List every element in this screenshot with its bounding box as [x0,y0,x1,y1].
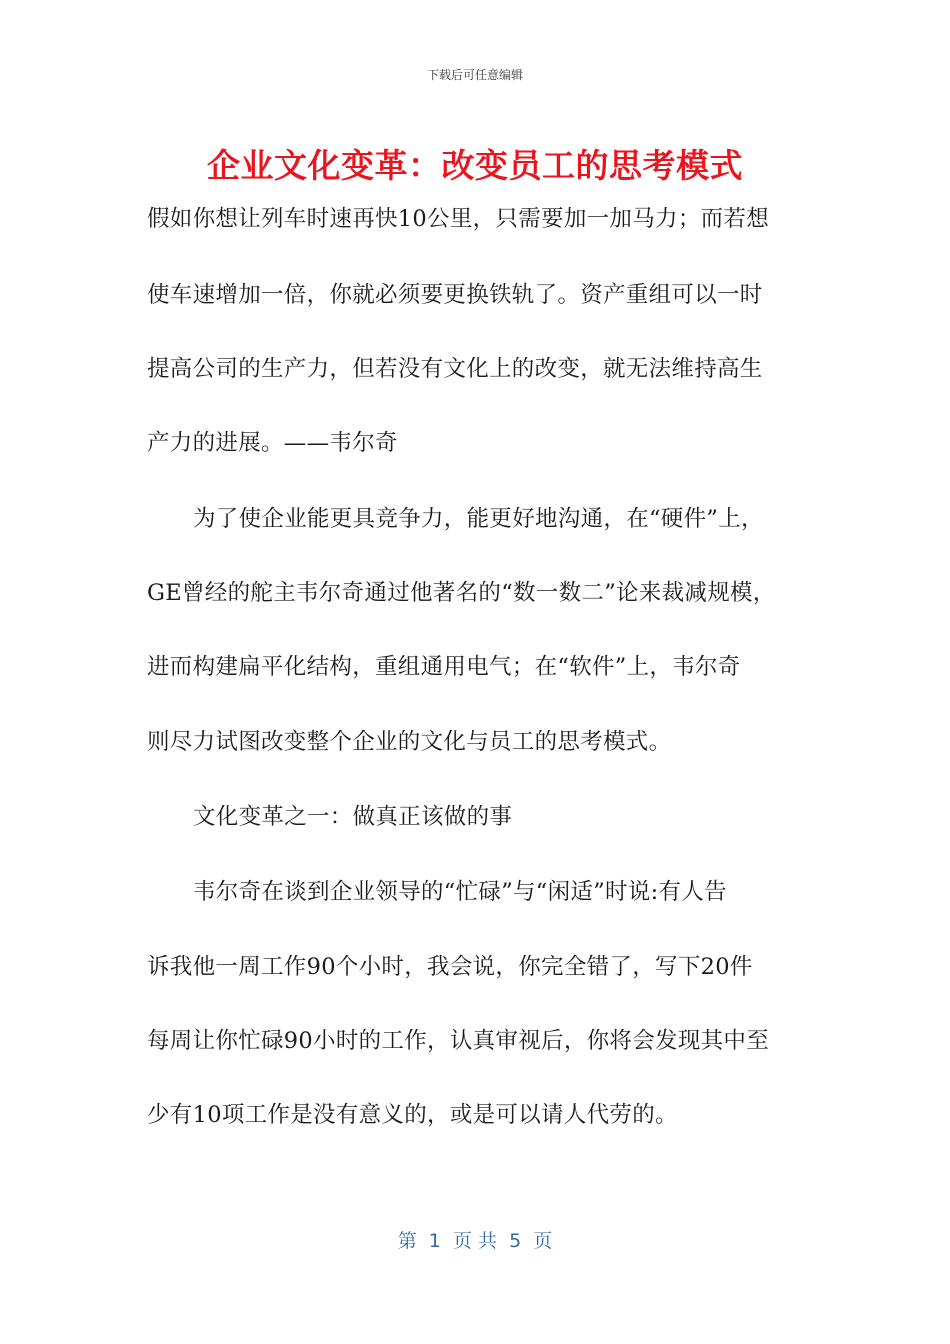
paragraph-line: 少有10项工作是没有意义的，或是可以请人代劳的。 [147,1102,678,1128]
paragraph-line: 诉我他一周工作90个小时，我会说，你完全错了，写下20件 [147,954,753,980]
paragraph-line: 产力的进展。——韦尔奇 [147,430,398,456]
page-title: 企业文化变革：改变员工的思考模式 [207,146,743,185]
paragraph-line: GE曾经的舵主韦尔奇通过他著名的“数一数二”论来裁减规模， [147,580,776,606]
paragraph-line: 韦尔奇在谈到企业领导的“忙碌”与“闲适”时说:有人告 [193,879,727,905]
paragraph-line: 假如你想让列车时速再快10公里，只需要加一加马力；而若想 [147,206,770,232]
paragraph-line: 使车速增加一倍，你就必须要更换铁轨了。资产重组可以一时 [147,282,763,308]
header-note: 下载后可任意编辑 [426,68,523,82]
paragraph-line: 提高公司的生产力，但若没有文化上的改变，就无法维持高生 [147,356,763,382]
paragraph-line: 进而构建扁平化结构，重组通用电气；在“软件”上，韦尔奇 [147,654,741,680]
section-heading: 文化变革之一：做真正该做的事 [193,804,513,830]
page-number-footer: 第 1 页 共 5 页 [397,1230,553,1252]
paragraph-line: 每周让你忙碌90小时的工作，认真审视后，你将会发现其中至 [147,1028,770,1054]
paragraph-line: 为了使企业能更具竞争力，能更好地沟通，在“硬件”上， [193,506,764,532]
paragraph-line: 则尽力试图改变整个企业的文化与员工的思考模式。 [147,729,672,755]
